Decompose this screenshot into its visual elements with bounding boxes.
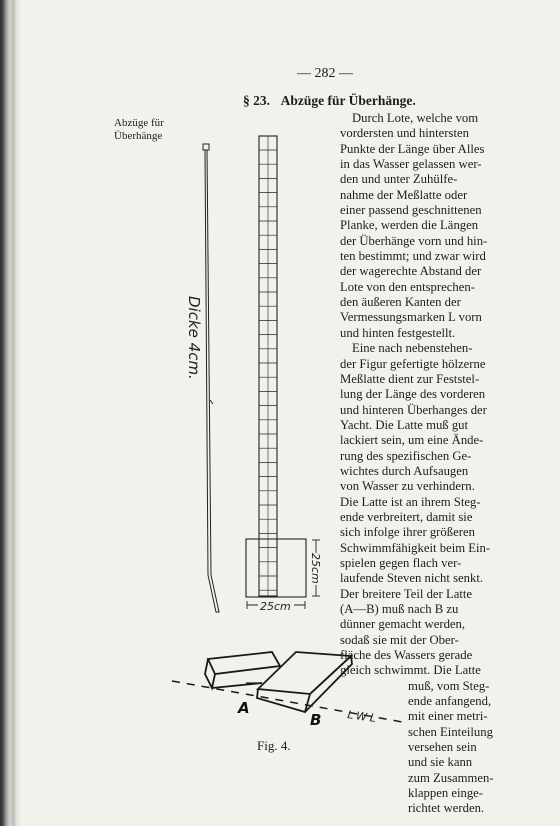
body-line: den äußeren Kanten der (340, 295, 461, 310)
body-line: rung des spezifischen Ge- (340, 448, 472, 463)
body-line: zum Zusammen- (408, 770, 494, 785)
margin-note-line: Überhänge (114, 130, 163, 142)
height-label: 25cm (309, 553, 322, 584)
label-a: A (238, 699, 250, 717)
sketch-foot-side (305, 656, 352, 712)
body-line: wichtes durch Aufsaugen (340, 463, 469, 478)
body-line: richtet werden. (408, 801, 485, 816)
body-line: von Wasser zu verhindern. (340, 479, 475, 494)
thickness-label: Dicke 4cm. (185, 296, 203, 380)
body-line: lackiert sein, um eine Ände- (340, 433, 484, 448)
body-line: muß, vom Steg- (408, 678, 490, 693)
body-line: spielen gegen flach ver- (340, 555, 462, 570)
label-b: B (310, 711, 322, 729)
body-line: der Überhänge vorn und hin- (340, 233, 488, 248)
body-line: Lote von den entsprechen- (340, 279, 475, 294)
body-line: klappen einge- (408, 786, 484, 801)
perspective-sketch (205, 652, 352, 712)
body-line: mit einer metri- (408, 709, 488, 724)
body-line: sich infolge ihrer größeren (340, 525, 475, 540)
side-view (203, 144, 219, 612)
front-view (246, 136, 306, 597)
body-line: in das Wasser gelassen wer- (340, 157, 482, 172)
figure-caption: Fig. 4. (257, 738, 291, 753)
body-line: gleich schwimmt. Die Latte (340, 663, 481, 678)
body-line: Vermessungsmarken L vorn (340, 310, 482, 325)
body-line: der wagerechte Abstand der (340, 264, 482, 279)
body-line: ten bestimmt; und zwar wird (340, 249, 486, 264)
body-line: dünner gemacht werden, (340, 617, 466, 632)
body-line: Die Latte ist an ihrem Steg- (340, 494, 481, 509)
body-line: der Figur gefertigte hölzerne (340, 356, 486, 371)
body-line: vordersten und hintersten (340, 126, 469, 141)
body-line: den und unter Zuhülfe- (340, 172, 458, 187)
body-line: (A—B) muß nach B zu (340, 602, 459, 616)
body-line: Yacht. Die Latte muß gut (340, 417, 469, 432)
body-line: und sie kann (408, 755, 473, 770)
body-line: Planke, werden die Längen (340, 218, 479, 233)
body-line: Punkte der Länge über Alles (340, 141, 485, 156)
body-line: ende anfangend, (408, 694, 492, 709)
margin-note-line: Abzüge für (114, 117, 164, 129)
body-line: laufende Steven nicht senkt. (340, 571, 484, 586)
section-number: § 23. (243, 93, 270, 108)
body-line: ende verbreitert, damit sie (340, 509, 473, 524)
page-number: — 282 — (297, 66, 353, 81)
body-line: lung der Länge des vorderen (340, 387, 486, 402)
body-line: Schwimmfähigkeit beim Ein- (340, 540, 491, 555)
body-line: Meßlatte dient zur Feststel- (340, 371, 480, 386)
sketch-foot-top (258, 652, 351, 694)
body-line: versehen sein (408, 740, 477, 755)
side-view-top (203, 144, 209, 150)
body-line: und hinteren Überhanges der (340, 402, 487, 417)
body-line: und hinten festgestellt. (340, 325, 456, 340)
sketch-staff-top (208, 652, 280, 674)
section-title: Abzüge für Überhänge. (280, 93, 416, 108)
body-line: nahme der Meßlatte oder (340, 187, 468, 202)
body-line: Der breitere Teil der Latte (340, 586, 473, 601)
body-line: einer passend geschnittenen (340, 203, 482, 218)
body-line: Durch Lote, welche vom (352, 111, 479, 125)
width-label: 25cm (260, 600, 291, 613)
side-view-tick (210, 400, 213, 404)
waterline-label: LWL (346, 708, 380, 726)
body-line: sodaß sie mit der Ober- (340, 632, 459, 647)
body-line: fläche des Wassers gerade (340, 648, 473, 663)
side-view-body (205, 150, 219, 612)
body-line: schen Einteilung (408, 724, 493, 739)
body-line: Eine nach nebenstehen- (352, 341, 473, 356)
